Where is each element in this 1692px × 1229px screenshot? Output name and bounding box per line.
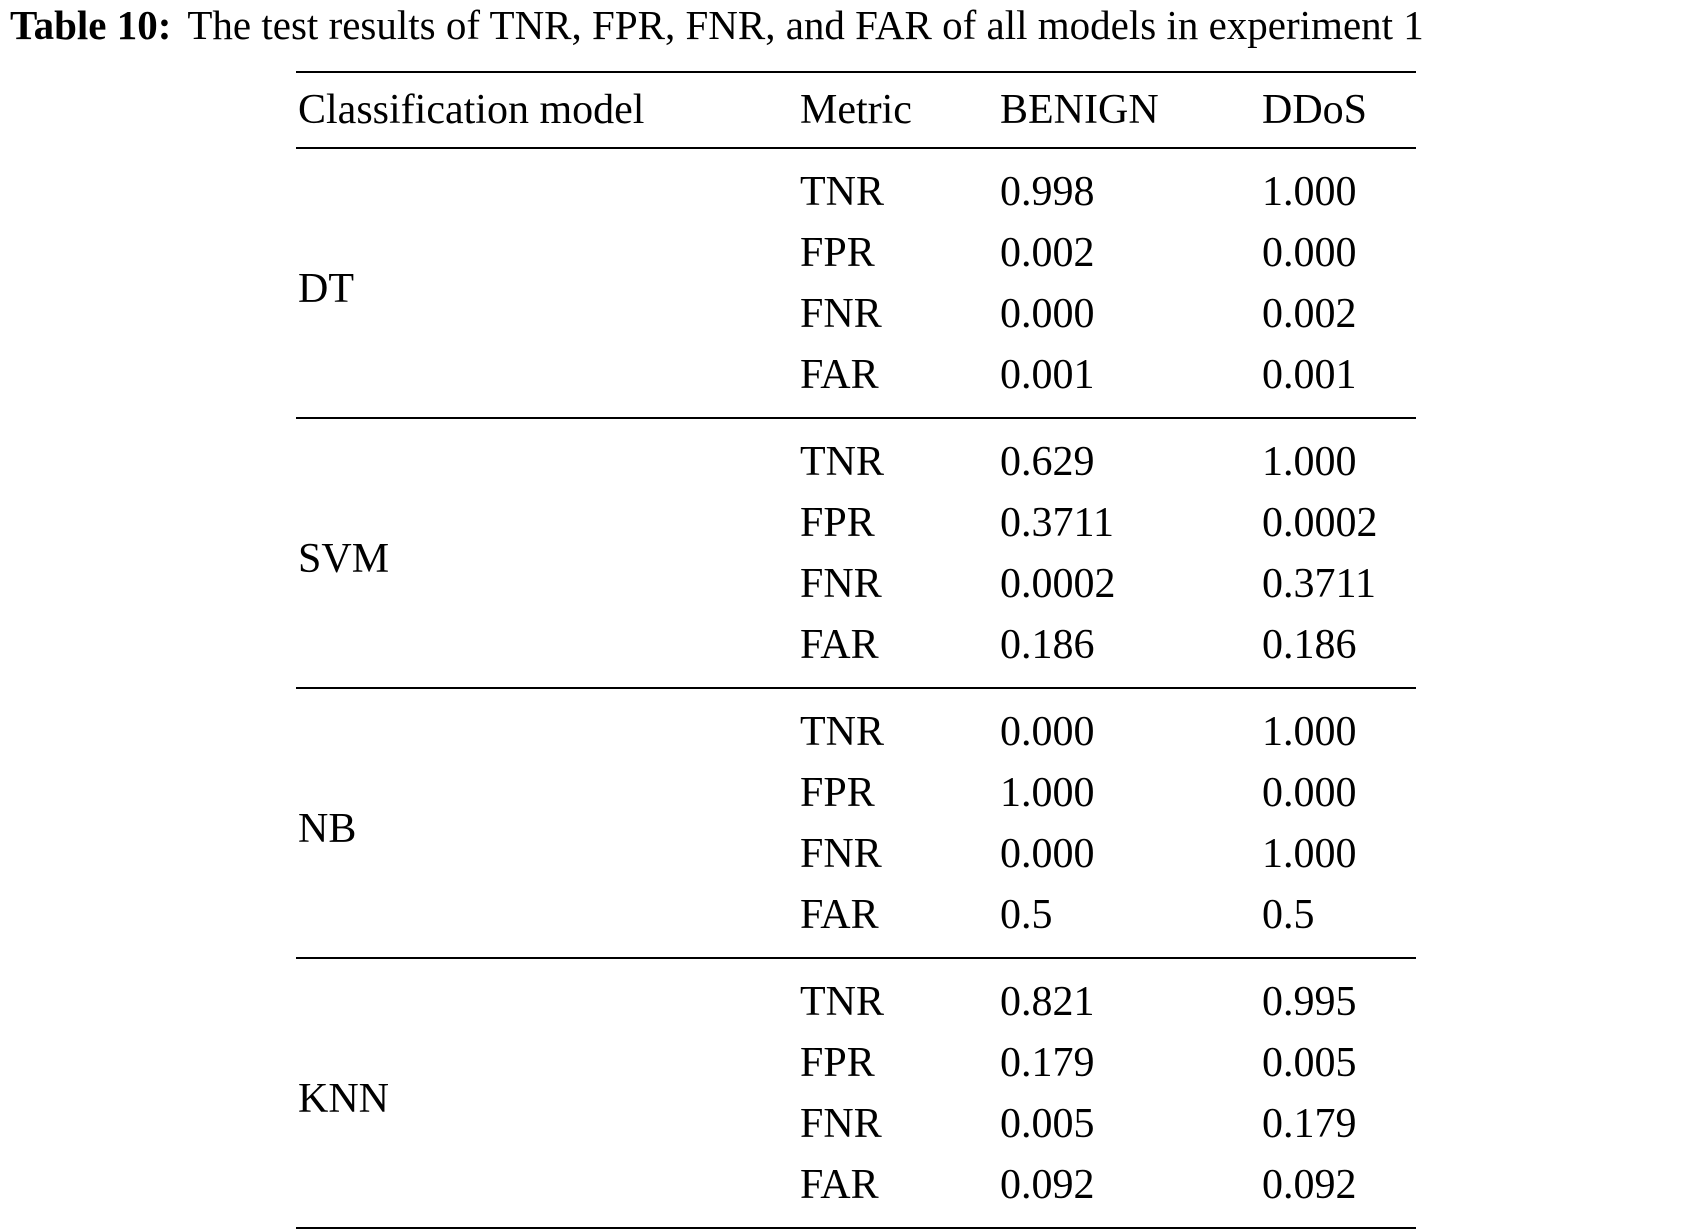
ddos-cell: 0.3711 [1262,560,1376,607]
table-row [296,958,1416,1032]
caption-label: Table 10: [10,2,172,48]
table-row [296,418,1416,492]
metric-cell: TNR [800,168,884,215]
metric-cell: FPR [800,1039,875,1086]
caption-text: The test results of TNR, FPR, FNR, and FAR of all models in experiment 1 [187,2,1424,48]
group-nb [296,688,1416,958]
benign-cell: 0.5 [1000,891,1053,938]
benign-cell: 0.005 [1000,1100,1095,1147]
table-row [296,688,1416,762]
benign-cell: 0.092 [1000,1161,1095,1208]
metric-cell: FPR [800,499,875,546]
ddos-cell: 0.179 [1262,1100,1357,1147]
metric-cell: FAR [800,891,879,938]
model-name: DT [298,266,354,312]
benign-cell: 0.186 [1000,621,1095,668]
metric-cell: TNR [800,708,884,755]
ddos-cell: 1.000 [1262,438,1357,485]
ddos-cell: 0.092 [1262,1161,1357,1208]
ddos-cell: 1.000 [1262,830,1357,877]
ddos-cell: 0.000 [1262,229,1357,276]
metric-cell: FAR [800,1161,879,1208]
metric-cell: FNR [800,290,882,337]
metric-cell: FNR [800,560,882,607]
benign-cell: 0.3711 [1000,499,1114,546]
header-metric: Metric [800,87,912,133]
benign-cell: 0.001 [1000,351,1095,398]
group-dt [296,148,1416,418]
group-svm [296,418,1416,688]
benign-cell: 1.000 [1000,769,1095,816]
table-row [296,148,1416,222]
metric-cell: FPR [800,769,875,816]
header-ddos: DDoS [1262,87,1368,133]
ddos-cell: 0.186 [1262,621,1357,668]
ddos-cell: 1.000 [1262,708,1357,755]
metric-cell: TNR [800,438,884,485]
benign-cell: 0.629 [1000,438,1095,485]
benign-cell: 0.000 [1000,830,1095,877]
results-table [296,71,1416,1229]
metric-cell: FAR [800,621,879,668]
benign-cell: 0.000 [1000,290,1095,337]
metric-cell: FPR [800,229,875,276]
benign-cell: 0.0002 [1000,560,1116,607]
model-name: NB [298,806,357,852]
metric-cell: FNR [800,830,882,877]
ddos-cell: 0.0002 [1262,499,1378,546]
benign-cell: 0.002 [1000,229,1095,276]
metric-cell: TNR [800,978,884,1025]
benign-cell: 0.998 [1000,168,1095,215]
header-row [296,72,1416,148]
group-knn [296,958,1416,1228]
metric-cell: FNR [800,1100,882,1147]
header-classification-model: Classification model [298,87,645,133]
model-name: KNN [298,1076,389,1122]
ddos-cell: 0.000 [1262,769,1357,816]
table-caption [10,0,1690,50]
header-benign: BENIGN [1000,87,1159,133]
benign-cell: 0.821 [1000,978,1095,1025]
ddos-cell: 0.005 [1262,1039,1357,1086]
benign-cell: 0.179 [1000,1039,1095,1086]
ddos-cell: 0.001 [1262,351,1357,398]
metric-cell: FAR [800,351,879,398]
ddos-cell: 0.5 [1262,891,1315,938]
model-name: SVM [298,536,390,582]
ddos-cell: 0.002 [1262,290,1357,337]
benign-cell: 0.000 [1000,708,1095,755]
ddos-cell: 1.000 [1262,168,1357,215]
ddos-cell: 0.995 [1262,978,1357,1025]
